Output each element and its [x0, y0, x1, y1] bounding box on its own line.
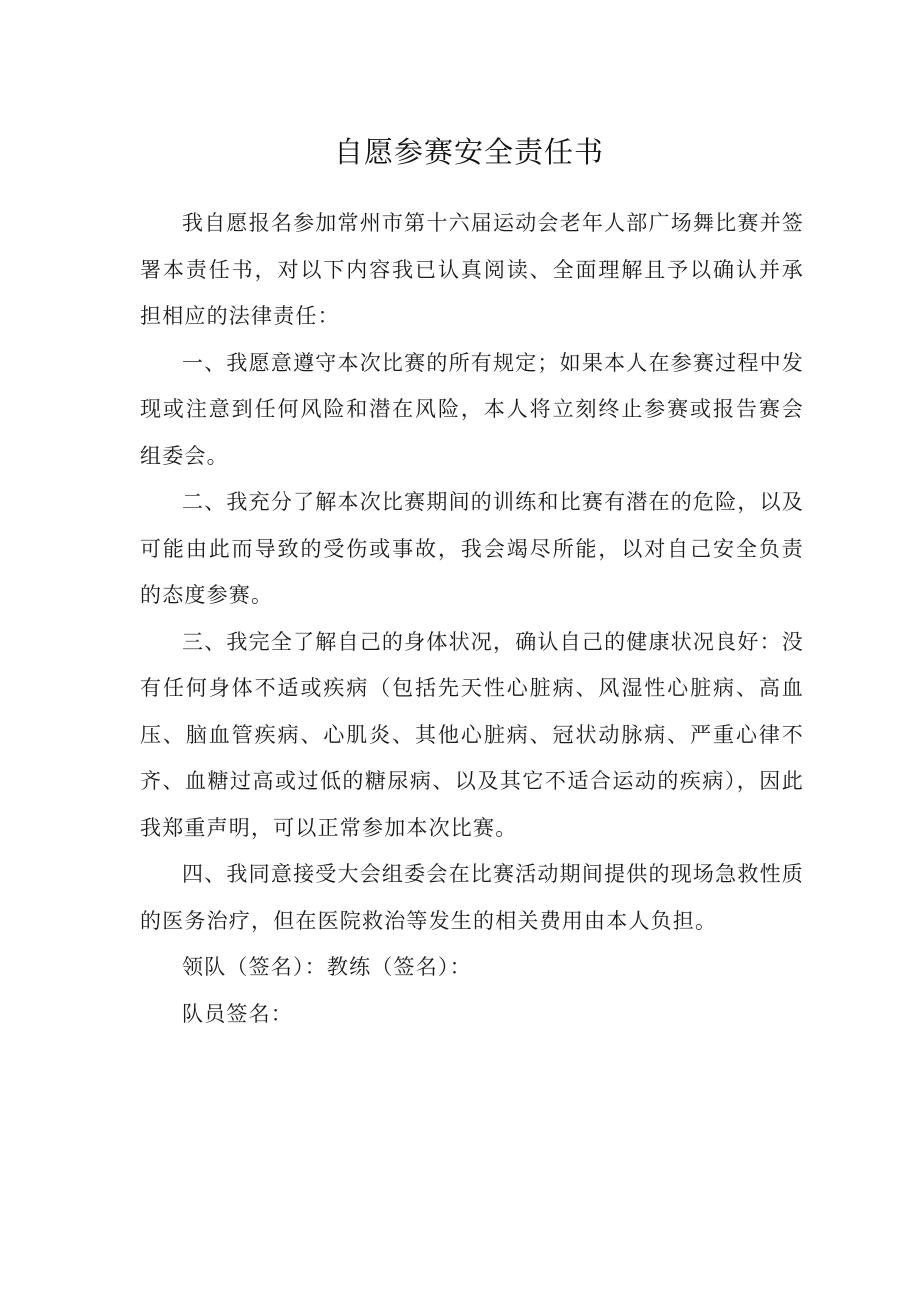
leader-signature-label: 领队（签名）：	[182, 955, 327, 979]
document-title: 自愿参赛安全责任书	[333, 135, 604, 169]
intro-paragraph: 我自愿报名参加常州市第十六届运动会老年人部广场舞比赛并签署本责任书，对以下内容我已认真阅读、全面理解且予以确认并承担相应的法律责任：	[140, 211, 804, 328]
clause-2-paragraph: 二、我充分了解本次比赛期间的训练和比赛有潜在的危险，以及可能由此而导致的受伤或事故，我会竭尽所能，以对自己安全负责的态度参赛。	[140, 490, 804, 607]
coach-signature-label: 教练（签名）：	[326, 955, 472, 979]
members-signature-label: 队员签名：	[182, 1001, 293, 1026]
clause-1-paragraph: 一、我愿意遵守本次比赛的所有规定；如果本人在参赛过程中发现或注意到任何风险和潜在风险，本人将立刻终止参赛或报告赛会组委会。	[140, 350, 804, 468]
clause-3-paragraph: 三、我完全了解自己的身体状况，确认自己的健康状况良好：没有任何身体不适或疾病（包括先天性心脏病、风湿性心脏病、高血压、脑血管疾病、心肌炎、其他心脏病、冠状动脉病、严重心律不齐、血糖过高或过低的糖尿病、以及其它不适合运动的疾病），因此我郑重声明，可以正常参加本次比赛。	[140, 629, 804, 840]
leader-coach-signature-line	[140, 944, 804, 991]
members-signature-line	[140, 991, 804, 1038]
clause-4-paragraph: 四、我同意接受大会组委会在比赛活动期间提供的现场急救性质的医务治疗，但在医院救治等发生的相关费用由本人负担。	[140, 862, 804, 933]
document-body	[140, 200, 804, 1037]
